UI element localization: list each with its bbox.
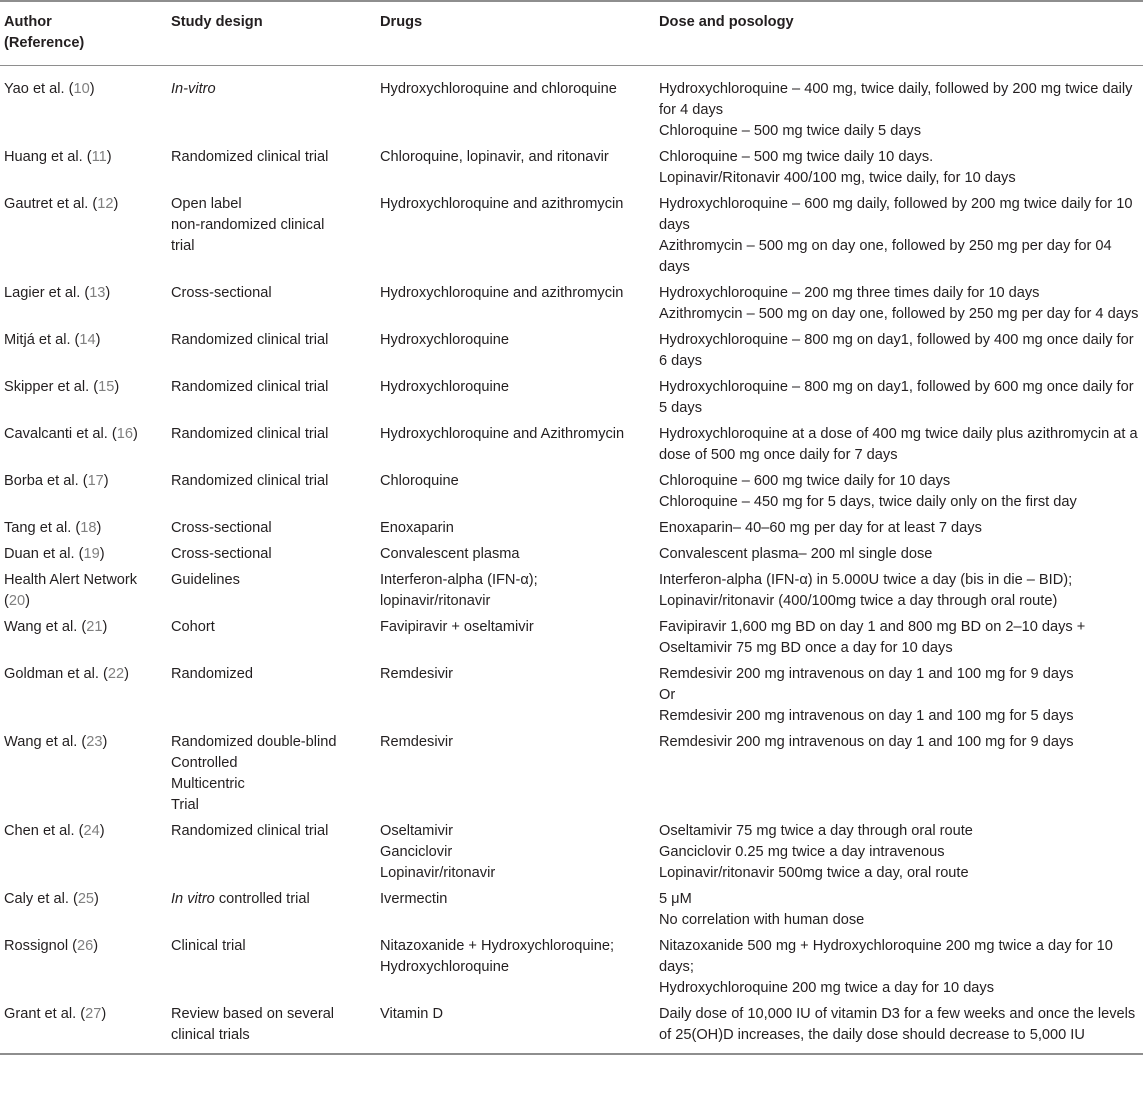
dose-line: Or — [659, 687, 676, 703]
reference-link[interactable]: 16 — [116, 426, 133, 442]
table-row — [0, 518, 1143, 544]
drugs-cell — [376, 570, 655, 617]
dose-line: 5 μM — [659, 891, 692, 907]
author-name: Yao et al. ( — [4, 81, 74, 97]
author-cell: Rossignol (26) — [4, 938, 99, 954]
author-name: Wang et al. ( — [4, 734, 87, 750]
drug-line: Oseltamivir — [380, 823, 453, 839]
header-row — [0, 1, 1143, 66]
author-name: Gautret et al. ( — [4, 196, 98, 212]
drugs-cell — [376, 518, 655, 544]
drug-line: Convalescent plasma — [380, 546, 520, 562]
author-cell: Lagier et al. (13) — [4, 285, 111, 301]
study-design-text: Cross-sectional — [171, 546, 272, 562]
dose-cell — [655, 377, 1143, 424]
drugs-cell — [376, 66, 655, 148]
reference-link[interactable]: 21 — [86, 619, 103, 635]
reference-link[interactable]: 24 — [83, 823, 100, 839]
drug-line: Chloroquine — [380, 473, 459, 489]
dose-line: Lopinavir/ritonavir (400/100mg twice a day through oral route) — [659, 593, 1058, 609]
study-design-line: Controlled — [171, 755, 238, 771]
reference-link[interactable]: 10 — [73, 81, 90, 97]
study-design-text: In-vitro — [171, 81, 216, 97]
study-design-cell — [167, 147, 376, 194]
dose-cell — [655, 471, 1143, 518]
dose-line: No correlation with human dose — [659, 912, 865, 928]
drug-line: Vitamin D — [380, 1006, 443, 1022]
dose-line: Ganciclovir 0.25 mg twice a day intravenous — [659, 844, 945, 860]
drugs-cell — [376, 1004, 655, 1054]
reference-link[interactable]: 19 — [83, 546, 100, 562]
drug-line: Enoxaparin — [380, 520, 454, 536]
header-drugs: Drugs — [376, 1, 655, 66]
author-cell: Health Alert Network (20) — [4, 572, 138, 609]
drug-line: Hydroxychloroquine and Azithromycin — [380, 426, 625, 442]
dose-cell — [655, 518, 1143, 544]
drug-line: Ivermectin — [380, 891, 448, 907]
drugs-cell — [376, 936, 655, 1004]
study-design-text: Randomized clinical trial — [171, 149, 329, 165]
dose-cell — [655, 664, 1143, 732]
dose-line: Hydroxychloroquine – 800 mg on day1, followed by 600 mg once daily for 5 days — [659, 379, 1134, 416]
table-row — [0, 330, 1143, 377]
dose-cell — [655, 936, 1143, 1004]
dose-line: Hydroxychloroquine – 800 mg on day1, followed by 400 mg once daily for 6 days — [659, 332, 1134, 369]
dose-line: Oseltamivir 75 mg twice a day through oral route — [659, 823, 973, 839]
drugs-cell — [376, 617, 655, 664]
drugs-cell — [376, 424, 655, 471]
drugs-cell — [376, 664, 655, 732]
dose-line: Chloroquine – 500 mg twice daily 10 days. — [659, 149, 934, 165]
study-design-text: Guidelines — [171, 572, 240, 588]
dose-line: Hydroxychloroquine – 600 mg daily, followed by 200 mg twice daily for 10 days — [659, 196, 1133, 233]
author-name: Wang et al. ( — [4, 619, 87, 635]
study-design-cell — [167, 283, 376, 330]
study-design-cell — [167, 518, 376, 544]
table-row — [0, 617, 1143, 664]
study-design-text: Randomized clinical trial — [171, 823, 329, 839]
drug-line: Hydroxychloroquine and chloroquine — [380, 81, 617, 97]
study-design-cell — [167, 570, 376, 617]
study-design-text: Randomized — [171, 666, 253, 682]
drug-line: Lopinavir/ritonavir — [380, 865, 496, 881]
reference-link[interactable]: 13 — [89, 285, 106, 301]
reference-link[interactable]: 14 — [79, 332, 96, 348]
reference-link[interactable]: 12 — [97, 196, 114, 212]
dose-line: Lopinavir/ritonavir 500mg twice a day, oral route — [659, 865, 969, 881]
table-row — [0, 821, 1143, 889]
table-row — [0, 377, 1143, 424]
dose-cell — [655, 544, 1143, 570]
study-design-line: Open label — [171, 196, 242, 212]
dose-line: Chloroquine – 600 mg twice daily for 10 days — [659, 473, 951, 489]
drug-line: lopinavir/ritonavir — [380, 593, 491, 609]
study-design-text: Cross-sectional — [171, 520, 272, 536]
study-design-text: Randomized clinical trial — [171, 332, 329, 348]
study-design-line: Randomized double-blind — [171, 734, 337, 750]
dose-line: Enoxaparin– 40–60 mg per day for at least 7 days — [659, 520, 982, 536]
drug-line: Ganciclovir — [380, 844, 453, 860]
study-design-cell — [167, 66, 376, 148]
dose-cell — [655, 1004, 1143, 1054]
table-row — [0, 1004, 1143, 1054]
study-design-cell — [167, 936, 376, 1004]
dose-line: Remdesivir 200 mg intravenous on day 1 and 100 mg for 9 days — [659, 734, 1074, 750]
study-design-line: trial — [171, 238, 195, 254]
study-design-text: Cohort — [171, 619, 215, 635]
study-design-text: Randomized clinical trial — [171, 379, 329, 395]
reference-link[interactable]: 11 — [91, 149, 107, 165]
reference-link[interactable]: 23 — [86, 734, 103, 750]
study-design-line: Review based on several — [171, 1006, 335, 1022]
drugs-cell — [376, 330, 655, 377]
dose-line: Chloroquine – 500 mg twice daily 5 days — [659, 123, 922, 139]
author-name: Skipper et al. ( — [4, 379, 99, 395]
drugs-cell — [376, 377, 655, 424]
study-design-cell — [167, 330, 376, 377]
dose-line: Nitazoxanide 500 mg + Hydroxychloroquine 200 mg twice a day for 10 days; — [659, 938, 1113, 975]
dose-line: Azithromycin – 500 mg on day one, followed by 250 mg per day for 4 days — [659, 306, 1139, 322]
dose-cell — [655, 617, 1143, 664]
study-design-cell — [167, 1004, 376, 1054]
study-design-line: Trial — [171, 797, 199, 813]
dose-line: Azithromycin – 500 mg on day one, followed by 250 mg per day for 04 days — [659, 238, 1112, 275]
dose-line: Convalescent plasma– 200 ml single dose — [659, 546, 933, 562]
dose-cell — [655, 821, 1143, 889]
reference-link[interactable]: 25 — [77, 891, 95, 907]
drugs-cell — [376, 821, 655, 889]
author-cell: Mitjá et al. (14) — [4, 332, 101, 348]
drug-line: Hydroxychloroquine — [380, 959, 509, 975]
study-design-cell — [167, 424, 376, 471]
study-design-text: In vitro controlled trial — [171, 891, 310, 907]
drug-line: Hydroxychloroquine and azithromycin — [380, 285, 624, 301]
drugs-cell — [376, 194, 655, 283]
study-design-cell — [167, 732, 376, 821]
author-cell: Tang et al. (18) — [4, 520, 102, 536]
drug-line: Chloroquine, lopinavir, and ritonavir — [380, 149, 609, 165]
dose-line: Chloroquine – 450 mg for 5 days, twice daily only on the first day — [659, 494, 1077, 510]
dose-cell — [655, 283, 1143, 330]
author-cell: Wang et al. (21) — [4, 619, 108, 635]
drugs-cell — [376, 544, 655, 570]
study-design-text: Randomized clinical trial — [171, 426, 329, 442]
dose-cell — [655, 330, 1143, 377]
author-name: Huang et al. ( — [4, 149, 92, 165]
table-row — [0, 194, 1143, 283]
study-design-cell — [167, 889, 376, 936]
study-design-cell — [167, 617, 376, 664]
study-design-text — [171, 732, 372, 816]
drug-line: Favipiravir + oseltamivir — [380, 619, 534, 635]
study-design-italic: In vitro — [171, 891, 215, 907]
drug-line: Nitazoxanide + Hydroxychloroquine; — [380, 938, 615, 954]
author-cell: Grant et al. (27) — [0, 1004, 167, 1054]
author-cell: Chen et al. (24) — [4, 823, 105, 839]
author-cell: Borba et al. (17) — [4, 473, 109, 489]
author-name: Health Alert Network ( — [4, 572, 138, 609]
table-row — [0, 147, 1143, 194]
drug-line: Hydroxychloroquine — [380, 379, 509, 395]
table-row — [0, 544, 1143, 570]
reference-link[interactable]: 27 — [85, 1006, 102, 1022]
study-design-text — [171, 194, 372, 257]
author-cell: Yao et al. (10) — [4, 81, 95, 97]
author-cell: Duan et al. (19) — [4, 546, 105, 562]
author-name: Mitjá et al. ( — [4, 332, 80, 348]
table-row — [0, 471, 1143, 518]
table-row — [0, 936, 1143, 1004]
author-name: Borba et al. ( — [4, 473, 88, 489]
dose-line: Hydroxychloroquine – 200 mg three times daily for 10 days — [659, 285, 1040, 301]
study-design-line: Multicentric — [171, 776, 245, 792]
header-dose-posology: Dose and posology — [655, 1, 1143, 66]
study-design-text: Cross-sectional — [171, 285, 272, 301]
drug-line: Remdesivir — [380, 734, 453, 750]
dose-line: Daily dose of 10,000 IU of vitamin D3 for a few weeks and once the levels of 25(OH)D increases, the daily dose should decrease to 5,000 IU — [659, 1006, 1136, 1043]
drug-line: Hydroxychloroquine and azithromycin — [380, 196, 624, 212]
drugs-cell — [376, 283, 655, 330]
table-header — [0, 1, 1143, 66]
author-cell: Cavalcanti et al. (16) — [4, 426, 138, 442]
study-design-cell — [167, 544, 376, 570]
author-cell: Goldman et al. (22) — [4, 666, 129, 682]
reference-link[interactable]: 26 — [77, 938, 94, 954]
author-name: Duan et al. ( — [4, 546, 84, 562]
dose-cell — [655, 66, 1143, 148]
study-design-text: Clinical trial — [171, 938, 246, 954]
dose-line: Lopinavir/Ritonavir 400/100 mg, twice daily, for 10 days — [659, 170, 1016, 186]
reference-link[interactable]: 15 — [98, 379, 115, 395]
header-author — [0, 1, 167, 66]
study-design-cell — [167, 377, 376, 424]
author-name: Grant et al. ( — [4, 1006, 86, 1022]
dose-line: Hydroxychloroquine 200 mg twice a day for 10 days — [659, 980, 995, 996]
table-row — [0, 66, 1143, 148]
author-cell: Huang et al. (11) — [4, 149, 112, 165]
dose-cell — [655, 194, 1143, 283]
header-reference-label: (Reference) — [4, 35, 85, 51]
author-cell: Gautret et al. (12) — [4, 196, 119, 212]
dose-line: Remdesivir 200 mg intravenous on day 1 and 100 mg for 5 days — [659, 708, 1074, 724]
drug-line: Hydroxychloroquine — [380, 332, 509, 348]
reference-link[interactable]: 17 — [87, 473, 104, 489]
drugs-cell — [376, 471, 655, 518]
reference-link[interactable]: 22 — [107, 666, 125, 682]
author-cell: Skipper et al. (15) — [4, 379, 120, 395]
author-cell: Caly et al. (25) — [4, 891, 99, 907]
study-design-cell — [167, 821, 376, 889]
drugs-cell — [376, 732, 655, 821]
dose-line: Favipiravir 1,600 mg BD on day 1 and 800 mg BD on 2–10 days + Oseltamivir 75 mg BD once a day for 10 days — [659, 619, 1086, 656]
dose-cell — [655, 570, 1143, 617]
drugs-cell — [376, 147, 655, 194]
study-design-cell — [167, 471, 376, 518]
table-body — [0, 66, 1143, 1055]
table-row — [0, 889, 1143, 936]
header-author-label: Author — [4, 14, 52, 30]
study-design-text — [171, 1004, 372, 1046]
author-name: Caly et al. ( — [4, 891, 78, 907]
dose-cell — [655, 424, 1143, 471]
dose-line: Hydroxychloroquine at a dose of 400 mg twice daily plus azithromycin at a dose of 500 mg once daily for 7 days — [659, 426, 1138, 463]
dose-line: Hydroxychloroquine – 400 mg, twice daily, followed by 200 mg twice daily for 4 days — [659, 81, 1133, 118]
author-cell: Wang et al. (23) — [4, 734, 108, 750]
study-design-line: clinical trials — [171, 1027, 250, 1043]
author-name: Rossignol ( — [4, 938, 77, 954]
reference-link[interactable]: 20 — [8, 593, 26, 609]
table-row — [0, 283, 1143, 330]
author-name: Cavalcanti et al. ( — [4, 426, 117, 442]
table-row — [0, 664, 1143, 732]
author-name: Tang et al. ( — [4, 520, 81, 536]
drugs-cell — [376, 889, 655, 936]
author-name: Lagier et al. ( — [4, 285, 90, 301]
dose-cell — [655, 147, 1143, 194]
table-row — [0, 570, 1143, 617]
drug-line: Interferon-alpha (IFN-α); — [380, 572, 538, 588]
table-row — [0, 424, 1143, 471]
study-design-cell — [167, 194, 376, 283]
study-design-line: non-randomized clinical — [171, 217, 325, 233]
author-name: Goldman et al. ( — [4, 666, 108, 682]
drug-line: Remdesivir — [380, 666, 453, 682]
dose-cell — [655, 889, 1143, 936]
header-study-design: Study design — [167, 1, 376, 66]
dose-line: Remdesivir 200 mg intravenous on day 1 and 100 mg for 9 days — [659, 666, 1074, 682]
study-design-text: Randomized clinical trial — [171, 473, 329, 489]
reference-link[interactable]: 18 — [80, 520, 97, 536]
study-design-cell — [167, 664, 376, 732]
dose-line: Interferon-alpha (IFN-α) in 5.000U twice a day (bis in die – BID); — [659, 572, 1073, 588]
table-row — [0, 732, 1143, 821]
author-name: Chen et al. ( — [4, 823, 84, 839]
dose-cell — [655, 732, 1143, 821]
